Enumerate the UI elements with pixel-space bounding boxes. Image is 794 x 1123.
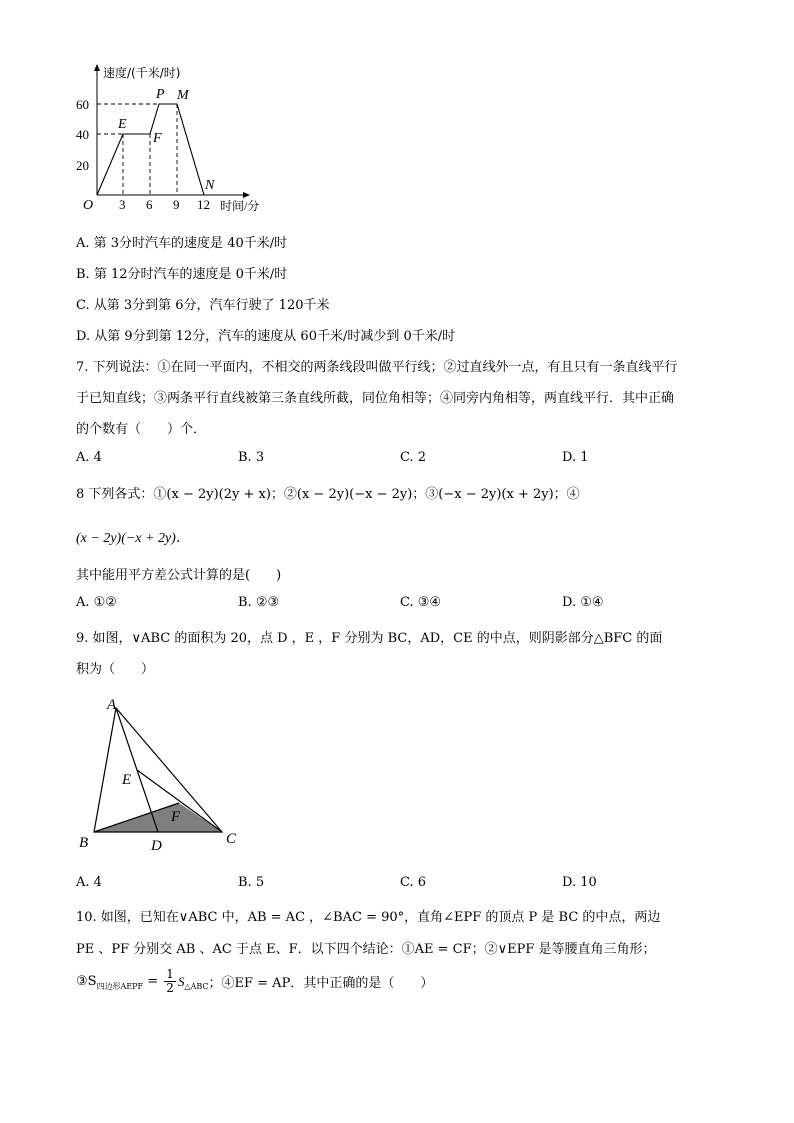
point-p-label: P bbox=[156, 87, 165, 102]
x-axis-label: 时间/分 bbox=[220, 199, 260, 213]
y-tick-60: 60 bbox=[76, 97, 89, 112]
q7-line-1: 7. 下列说法：①在同一平面内，不相交的两条线段叫做平行线；②过直线外一点，有且只有一条直线平行 bbox=[76, 360, 678, 375]
q8-option-d: D. ①④ bbox=[562, 595, 604, 610]
q8-option-b: B. ②③ bbox=[238, 595, 280, 610]
q10-line-2: PE 、PF 分别交 AB 、AC 于点 E、F．以下四个结论：①AE = CF；②∨EPF 是等腰直角三角形； bbox=[76, 942, 656, 957]
q6-option-d: D. 从第 9分到第 12分，汽车的速度从 60千米/时减少到 0千米/时 bbox=[76, 329, 456, 344]
label-f: F bbox=[171, 809, 181, 825]
q10-line-3-subscript-2: △ABC bbox=[184, 982, 209, 991]
q8-option-a: A. ①② bbox=[76, 595, 117, 610]
x-tick-9: 9 bbox=[173, 197, 180, 212]
q10-fraction-numerator: 1 bbox=[166, 967, 174, 981]
q7-line-2: 于已知直线；③两条平行直线被第三条直线所截，同位角相等；④同旁内角相等，两直线平行．其中正确 bbox=[76, 391, 675, 406]
triangle-figure bbox=[74, 694, 254, 856]
y-tick-40: 40 bbox=[76, 127, 89, 142]
q9-option-c: C. 6 bbox=[400, 875, 427, 890]
q9-option-a: A. 4 bbox=[76, 875, 102, 890]
point-e-label: E bbox=[118, 117, 127, 132]
x-tick-6: 6 bbox=[146, 197, 153, 212]
q10-fraction-denominator: 2 bbox=[166, 981, 174, 995]
point-m-label: M bbox=[177, 88, 189, 103]
y-axis-label: 速度/(千米/时) bbox=[103, 66, 181, 80]
q10-fraction bbox=[164, 968, 176, 995]
q7-option-c: C. 2 bbox=[400, 450, 427, 465]
q8-line-3: 其中能用平方差公式计算的是( ) bbox=[76, 568, 282, 583]
q6-option-a: A. 第 3分时汽车的速度是 40千米/时 bbox=[76, 236, 288, 251]
q6-option-b: B. 第 12分时汽车的速度是 0千米/时 bbox=[76, 267, 288, 282]
speed-line bbox=[97, 104, 204, 195]
speed-time-graph bbox=[70, 58, 280, 218]
q10-line-3-start: ③S bbox=[76, 974, 97, 989]
q8-line-1: 8 下列各式：①(x − 2y)(2y + x)；②(x − 2y)(−x − 2y)；③(−x − 2y)(x + 2y)；④ bbox=[76, 487, 580, 502]
point-f-label: F bbox=[153, 131, 162, 146]
q6-option-c: C. 从第 3分到第 6分，汽车行驶了 120千米 bbox=[76, 298, 330, 313]
q10-line-3-subscript: 四边形AEPF bbox=[96, 982, 144, 991]
y-tick-20: 20 bbox=[76, 158, 89, 173]
q7-option-d: D. 1 bbox=[562, 450, 589, 465]
x-tick-12: 12 bbox=[197, 197, 210, 212]
q10-line-3 bbox=[76, 968, 433, 995]
q9-line-2: 积为（ ） bbox=[76, 662, 155, 677]
q10-line-3-end: ；④EF = AP．其中正确的是（ ） bbox=[208, 976, 434, 991]
x-axis-arrow bbox=[243, 192, 250, 198]
label-b: B bbox=[79, 835, 89, 851]
q9-line-1: 9. 如图，∨ABC 的面积为 20，点 D ，E ，F 分别为 BC，AD，CE 的中点，则阴影部分△BFC 的面 bbox=[76, 631, 663, 646]
q7-line-3: 的个数有（ ）个． bbox=[76, 422, 207, 437]
y-axis-arrow bbox=[94, 64, 100, 71]
q9-option-d: D. 10 bbox=[562, 875, 597, 890]
label-d: D bbox=[151, 838, 162, 854]
q8-line-2: (x − 2y)(−x + 2y)． bbox=[76, 531, 190, 546]
q10-line-1: 10. 如图，已知在∨ABC 中，AB = AC ，∠BAC = 90°，直角∠EPF 的顶点 P 是 BC 的中点，两边 bbox=[76, 910, 661, 925]
label-e: E bbox=[122, 772, 132, 788]
label-c: C bbox=[226, 831, 237, 847]
q8-option-c: C. ③④ bbox=[400, 595, 442, 610]
label-a: A bbox=[107, 697, 117, 713]
q9-option-b: B. 5 bbox=[238, 875, 265, 890]
q7-option-b: B. 3 bbox=[238, 450, 265, 465]
point-n-label: N bbox=[205, 178, 215, 193]
q10-line-3-s: S bbox=[177, 973, 185, 989]
origin-label: O bbox=[83, 198, 94, 213]
x-tick-3: 3 bbox=[119, 197, 126, 212]
q10-line-3-equals: = bbox=[143, 974, 163, 989]
q7-option-a: A. 4 bbox=[76, 450, 102, 465]
